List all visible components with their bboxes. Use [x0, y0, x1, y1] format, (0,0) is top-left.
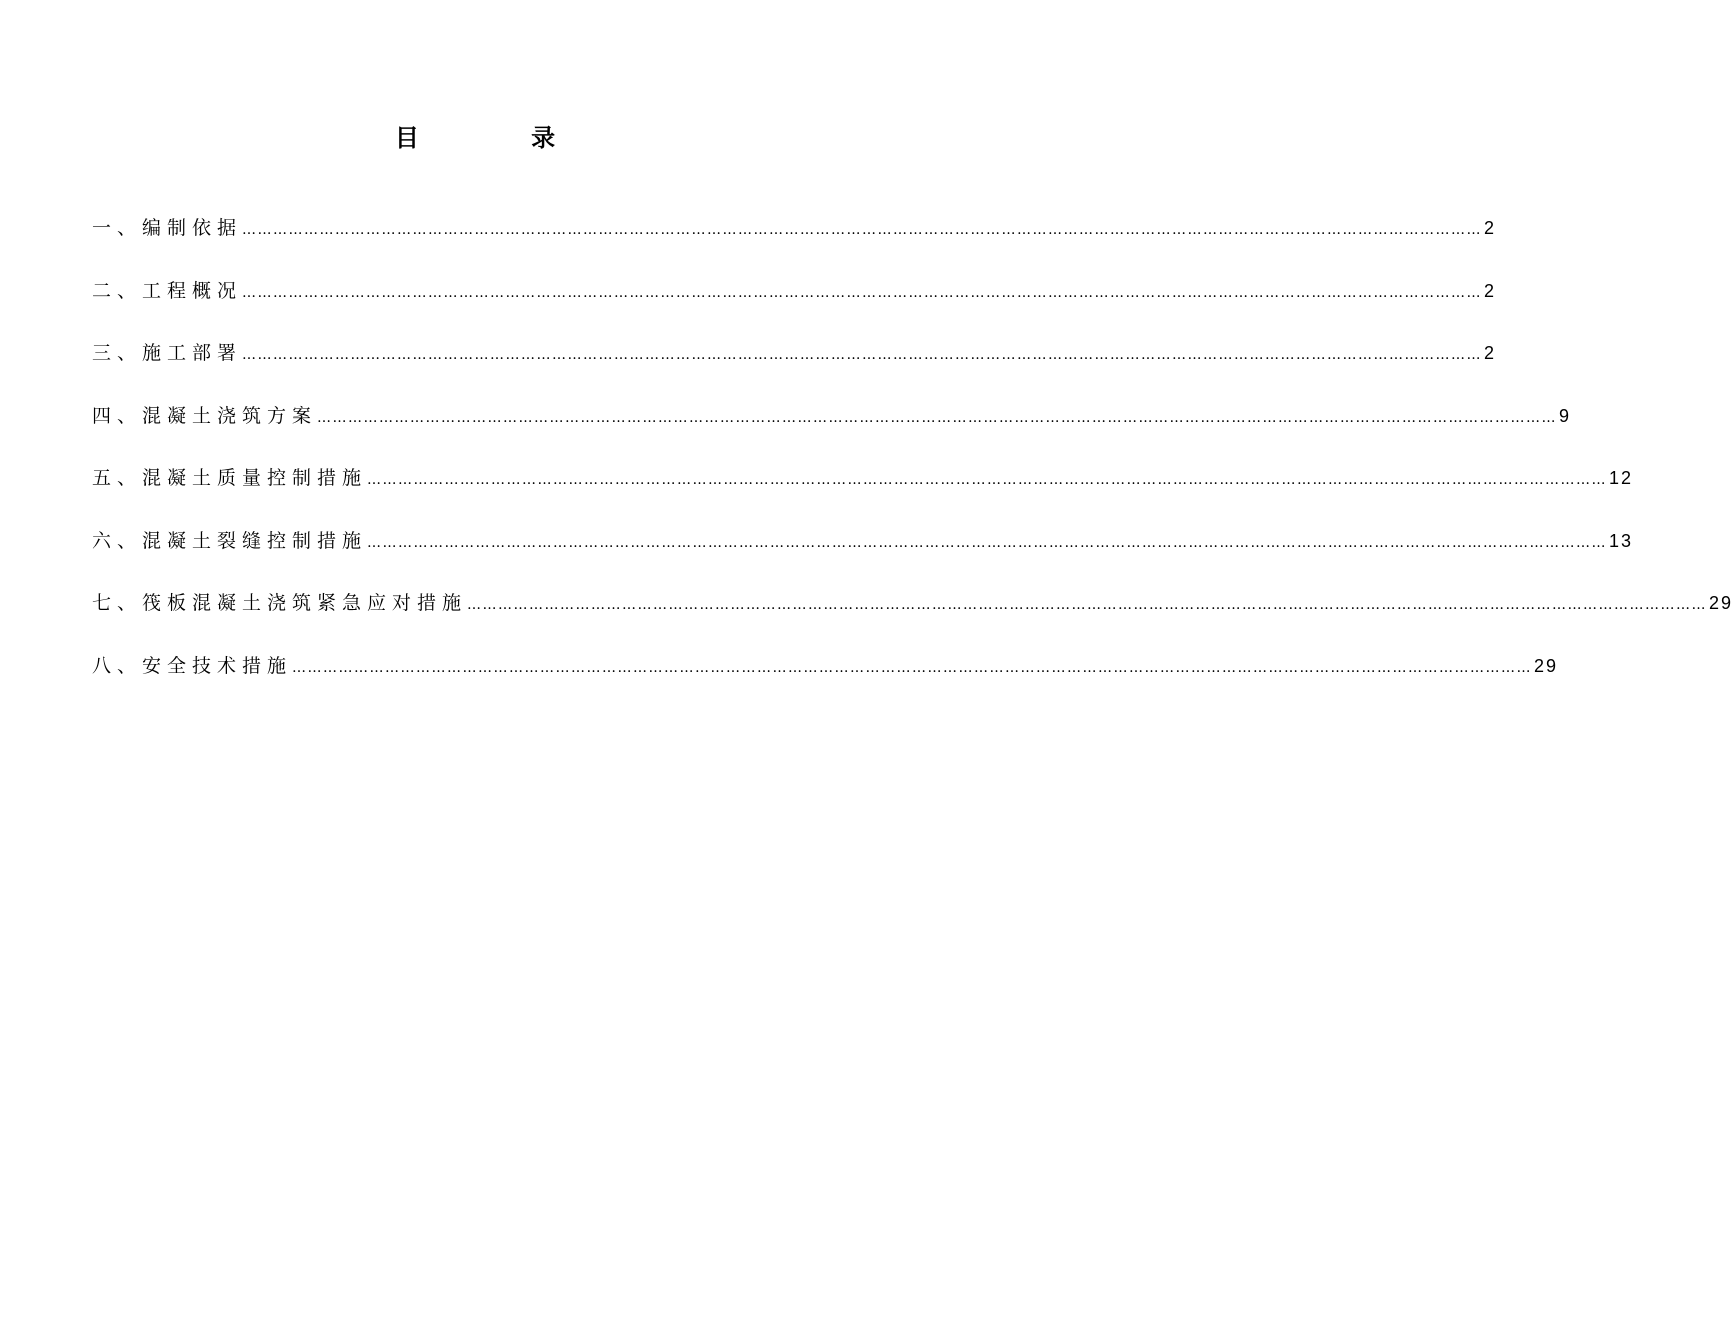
toc-entry-number: 六、 [92, 529, 143, 552]
toc-entry-page: 2 [1484, 280, 1497, 301]
toc-leader-dots: …………………………………………………………………………………………………………………………………………………………………………………………………………………… [292, 659, 1533, 676]
toc-entry-title: 安全技术措施 [142, 654, 293, 677]
toc-leader-dots: …………………………………………………………………………………………………………………………………………………………………………………………………………………… [242, 222, 1483, 238]
toc-entry[interactable] [92, 460, 1634, 523]
toc-leader-dots: …………………………………………………………………………………………………………………………………………………………………………………………………………………… [367, 534, 1608, 551]
toc-entry-page: 12 [1609, 468, 1634, 488]
toc-entry[interactable] [92, 648, 1559, 711]
toc-entry-page: 13 [1609, 530, 1634, 551]
page-title: 目 录 [394, 124, 608, 152]
toc-entry-title: 筏板混凝土浇筑紧急应对措施 [142, 592, 468, 614]
toc-entry[interactable] [92, 398, 1572, 461]
toc-entry-page: 2 [1484, 218, 1497, 238]
toc-entry-title: 工程概况 [142, 279, 243, 302]
toc-entry-page: 9 [1559, 405, 1572, 426]
toc-entry-title: 混凝土质量控制措施 [142, 467, 368, 489]
table-of-contents [92, 210, 1733, 710]
toc-entry-title: 混凝土裂缝控制措施 [142, 529, 368, 552]
toc-entry-number: 三、 [92, 342, 143, 364]
toc-entry-number: 一、 [92, 217, 143, 239]
toc-entry-title: 混凝土浇筑方案 [142, 404, 318, 427]
toc-entry-title: 编制依据 [142, 217, 243, 239]
toc-entry[interactable] [92, 273, 1497, 336]
toc-entry-number: 四、 [92, 404, 143, 427]
toc-entry-page: 29 [1534, 655, 1559, 676]
toc-leader-dots: …………………………………………………………………………………………………………………………………………………………………………………………………………………… [317, 409, 1558, 426]
toc-entry[interactable] [92, 210, 1497, 273]
toc-entry-title: 施工部署 [142, 342, 243, 364]
toc-entry[interactable] [92, 585, 1733, 648]
toc-leader-dots: …………………………………………………………………………………………………………………………………………………………………………………………………………………… [367, 472, 1608, 488]
toc-entry[interactable] [92, 523, 1634, 586]
toc-entry-page: 29 [1709, 593, 1733, 613]
toc-entry-number: 五、 [92, 467, 143, 489]
toc-leader-dots: …………………………………………………………………………………………………………………………………………………………………………………………………………………… [467, 597, 1708, 613]
toc-leader-dots: …………………………………………………………………………………………………………………………………………………………………………………………………………………… [242, 347, 1483, 363]
toc-entry[interactable] [92, 335, 1497, 398]
toc-entry-page: 2 [1484, 343, 1497, 363]
toc-entry-number: 八、 [92, 654, 143, 677]
toc-leader-dots: …………………………………………………………………………………………………………………………………………………………………………………………………………………… [242, 284, 1483, 301]
toc-entry-number: 二、 [92, 279, 143, 302]
toc-entry-number: 七、 [92, 592, 143, 614]
